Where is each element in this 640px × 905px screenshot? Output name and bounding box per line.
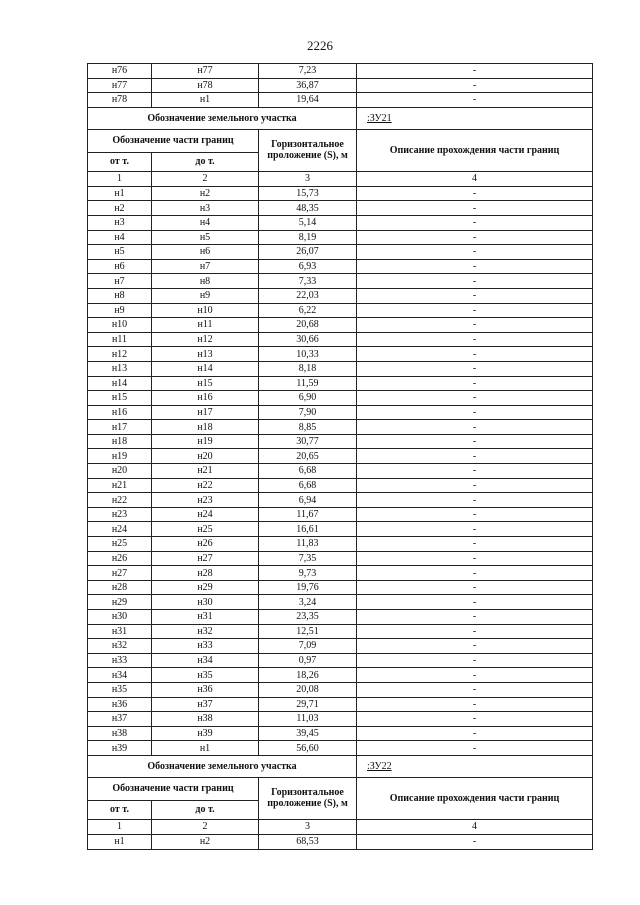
description-cell: - xyxy=(357,405,593,420)
distance-cell: 6,22 xyxy=(259,303,357,318)
from-point-cell: н28 xyxy=(88,580,152,595)
from-point-cell: н25 xyxy=(88,537,152,552)
to-point-cell: н21 xyxy=(152,464,259,479)
to-point-cell: н3 xyxy=(152,201,259,216)
table-row xyxy=(88,551,593,566)
from-point-cell: н4 xyxy=(88,230,152,245)
distance-cell: 12,51 xyxy=(259,624,357,639)
from-point-cell: н30 xyxy=(88,610,152,625)
distance-cell: 10,33 xyxy=(259,347,357,362)
description-cell: - xyxy=(357,274,593,289)
from-point-cell: н1 xyxy=(88,186,152,201)
distance-cell: 11,67 xyxy=(259,507,357,522)
table-row xyxy=(88,449,593,464)
from-point-cell: н32 xyxy=(88,639,152,654)
to-point-cell: н28 xyxy=(152,566,259,581)
description-header: Описание прохождения части границ xyxy=(357,777,593,819)
to-point-cell: н17 xyxy=(152,405,259,420)
table-row xyxy=(88,245,593,260)
to-point-cell: н32 xyxy=(152,624,259,639)
table-row xyxy=(88,537,593,552)
description-cell: - xyxy=(357,303,593,318)
table-row xyxy=(88,434,593,449)
distance-cell: 56,60 xyxy=(259,741,357,756)
distance-cell: 6,68 xyxy=(259,464,357,479)
column-header-row xyxy=(88,777,593,800)
page-number: 2226 xyxy=(307,38,333,53)
distance-cell: 0,97 xyxy=(259,653,357,668)
from-point-cell: н37 xyxy=(88,712,152,727)
from-point-cell: н76 xyxy=(88,64,152,79)
description-cell: - xyxy=(357,580,593,595)
distance-cell: 11,83 xyxy=(259,537,357,552)
from-point-cell: н34 xyxy=(88,668,152,683)
description-cell: - xyxy=(357,361,593,376)
description-cell: - xyxy=(357,697,593,712)
table-row xyxy=(88,318,593,333)
distance-cell: 9,73 xyxy=(259,566,357,581)
table-row xyxy=(88,726,593,741)
description-cell: - xyxy=(357,391,593,406)
from-point-cell: н13 xyxy=(88,361,152,376)
from-point-cell: н29 xyxy=(88,595,152,610)
to-point-cell: н7 xyxy=(152,259,259,274)
from-point-cell: н31 xyxy=(88,624,152,639)
distance-cell: 7,33 xyxy=(259,274,357,289)
description-cell: - xyxy=(357,318,593,333)
from-point-cell: н38 xyxy=(88,726,152,741)
distance-cell: 16,61 xyxy=(259,522,357,537)
from-point-cell: н5 xyxy=(88,245,152,260)
table-row xyxy=(88,478,593,493)
to-point-cell: н6 xyxy=(152,245,259,260)
table-row xyxy=(88,361,593,376)
description-cell: - xyxy=(357,537,593,552)
from-point-cell: н36 xyxy=(88,697,152,712)
distance-cell: 7,23 xyxy=(259,64,357,79)
description-cell: - xyxy=(357,682,593,697)
description-cell: - xyxy=(357,566,593,581)
table-row xyxy=(88,493,593,508)
to-point-cell: н31 xyxy=(152,610,259,625)
distance-cell: 18,26 xyxy=(259,668,357,683)
description-cell: - xyxy=(357,653,593,668)
distance-cell: 8,19 xyxy=(259,230,357,245)
table-row xyxy=(88,215,593,230)
distance-cell: 39,45 xyxy=(259,726,357,741)
table-row xyxy=(88,420,593,435)
horizontal-line-header: Горизонтальное проложение (S), м xyxy=(259,777,357,819)
from-point-cell: н78 xyxy=(88,93,152,108)
description-cell: - xyxy=(357,449,593,464)
description-cell: - xyxy=(357,639,593,654)
land-plot-label: Обозначение земельного участка xyxy=(88,107,357,129)
table-row xyxy=(88,639,593,654)
horizontal-line-header: Горизонтальное проложение (S), м xyxy=(259,129,357,171)
distance-cell: 20,65 xyxy=(259,449,357,464)
from-point-cell: н2 xyxy=(88,201,152,216)
distance-cell: 29,71 xyxy=(259,697,357,712)
table-row xyxy=(88,201,593,216)
to-point-cell: н1 xyxy=(152,93,259,108)
distance-cell: 19,64 xyxy=(259,93,357,108)
distance-cell: 11,03 xyxy=(259,712,357,727)
to-point-cell: н15 xyxy=(152,376,259,391)
column-number: 4 xyxy=(357,171,593,186)
description-cell: - xyxy=(357,595,593,610)
distance-cell: 48,35 xyxy=(259,201,357,216)
description-cell: - xyxy=(357,259,593,274)
table-row xyxy=(88,303,593,318)
table-row xyxy=(88,347,593,362)
description-cell: - xyxy=(357,522,593,537)
description-cell: - xyxy=(357,741,593,756)
description-cell: - xyxy=(357,624,593,639)
table-row xyxy=(88,653,593,668)
column-number-row xyxy=(88,819,593,834)
land-plot-label: Обозначение земельного участка xyxy=(88,755,357,777)
from-point-cell: н17 xyxy=(88,420,152,435)
to-point-cell: н11 xyxy=(152,318,259,333)
table-row xyxy=(88,595,593,610)
distance-cell: 6,94 xyxy=(259,493,357,508)
from-point-cell: н18 xyxy=(88,434,152,449)
boundary-table-body xyxy=(88,64,593,850)
distance-cell: 30,77 xyxy=(259,434,357,449)
land-plot-header-row xyxy=(88,755,593,777)
distance-cell: 26,07 xyxy=(259,245,357,260)
from-point-cell: н24 xyxy=(88,522,152,537)
distance-cell: 68,53 xyxy=(259,834,357,849)
table-row xyxy=(88,259,593,274)
table-row xyxy=(88,610,593,625)
distance-cell: 23,35 xyxy=(259,610,357,625)
to-point-cell: н34 xyxy=(152,653,259,668)
description-cell: - xyxy=(357,347,593,362)
to-point-cell: н27 xyxy=(152,551,259,566)
table-row xyxy=(88,697,593,712)
table-row xyxy=(88,230,593,245)
description-cell: - xyxy=(357,93,593,108)
to-point-cell: н24 xyxy=(152,507,259,522)
column-number: 2 xyxy=(152,819,259,834)
from-point-cell: н12 xyxy=(88,347,152,362)
table-row xyxy=(88,274,593,289)
distance-cell: 11,59 xyxy=(259,376,357,391)
description-cell: - xyxy=(357,230,593,245)
distance-cell: 6,68 xyxy=(259,478,357,493)
table-row xyxy=(88,93,593,108)
description-cell: - xyxy=(357,478,593,493)
distance-cell: 22,03 xyxy=(259,288,357,303)
description-cell: - xyxy=(357,245,593,260)
distance-cell: 7,90 xyxy=(259,405,357,420)
from-point-cell: н1 xyxy=(88,834,152,849)
description-cell: - xyxy=(357,376,593,391)
to-point-cell: н36 xyxy=(152,682,259,697)
distance-cell: 19,76 xyxy=(259,580,357,595)
distance-cell: 15,73 xyxy=(259,186,357,201)
table-row xyxy=(88,376,593,391)
to-point-header: до т. xyxy=(152,152,259,171)
to-point-cell: н77 xyxy=(152,64,259,79)
from-point-cell: н7 xyxy=(88,274,152,289)
to-point-cell: н2 xyxy=(152,834,259,849)
description-cell: - xyxy=(357,186,593,201)
distance-cell: 6,90 xyxy=(259,391,357,406)
distance-cell: 7,09 xyxy=(259,639,357,654)
from-point-cell: н6 xyxy=(88,259,152,274)
table-row xyxy=(88,580,593,595)
to-point-cell: н38 xyxy=(152,712,259,727)
column-number-row xyxy=(88,171,593,186)
table-row xyxy=(88,64,593,79)
table-row xyxy=(88,624,593,639)
to-point-cell: н35 xyxy=(152,668,259,683)
table-row xyxy=(88,78,593,93)
to-point-cell: н20 xyxy=(152,449,259,464)
from-point-cell: н23 xyxy=(88,507,152,522)
table-row xyxy=(88,186,593,201)
description-cell: - xyxy=(357,610,593,625)
table-row xyxy=(88,566,593,581)
boundary-table xyxy=(87,63,593,850)
from-point-cell: н15 xyxy=(88,391,152,406)
to-point-cell: н9 xyxy=(152,288,259,303)
from-point-cell: н9 xyxy=(88,303,152,318)
distance-cell: 30,66 xyxy=(259,332,357,347)
from-point-cell: н26 xyxy=(88,551,152,566)
table-row xyxy=(88,834,593,849)
from-point-cell: н3 xyxy=(88,215,152,230)
distance-cell: 6,93 xyxy=(259,259,357,274)
to-point-cell: н2 xyxy=(152,186,259,201)
from-point-cell: н10 xyxy=(88,318,152,333)
table-row xyxy=(88,332,593,347)
from-point-cell: н22 xyxy=(88,493,152,508)
from-point-cell: н35 xyxy=(88,682,152,697)
to-point-cell: н23 xyxy=(152,493,259,508)
description-cell: - xyxy=(357,464,593,479)
description-cell: - xyxy=(357,834,593,849)
from-point-cell: н11 xyxy=(88,332,152,347)
description-header: Описание прохождения части границ xyxy=(357,129,593,171)
table-row xyxy=(88,391,593,406)
column-header-row xyxy=(88,129,593,152)
distance-cell: 7,35 xyxy=(259,551,357,566)
from-point-cell: н14 xyxy=(88,376,152,391)
from-point-cell: н27 xyxy=(88,566,152,581)
boundary-part-header: Обозначение части границ xyxy=(88,777,259,800)
to-point-cell: н29 xyxy=(152,580,259,595)
column-number: 3 xyxy=(259,819,357,834)
to-point-cell: н4 xyxy=(152,215,259,230)
to-point-cell: н26 xyxy=(152,537,259,552)
to-point-cell: н18 xyxy=(152,420,259,435)
to-point-cell: н1 xyxy=(152,741,259,756)
description-cell: - xyxy=(357,551,593,566)
to-point-cell: н30 xyxy=(152,595,259,610)
to-point-cell: н22 xyxy=(152,478,259,493)
table-row xyxy=(88,405,593,420)
description-cell: - xyxy=(357,712,593,727)
to-point-cell: н39 xyxy=(152,726,259,741)
land-plot-code: :ЗУ21 xyxy=(357,107,593,129)
to-point-cell: н78 xyxy=(152,78,259,93)
boundary-part-header: Обозначение части границ xyxy=(88,129,259,152)
from-point-cell: н19 xyxy=(88,449,152,464)
table-row xyxy=(88,668,593,683)
description-cell: - xyxy=(357,507,593,522)
from-point-cell: н20 xyxy=(88,464,152,479)
from-point-cell: н21 xyxy=(88,478,152,493)
distance-cell: 8,18 xyxy=(259,361,357,376)
land-plot-header-row xyxy=(88,107,593,129)
table-row xyxy=(88,288,593,303)
description-cell: - xyxy=(357,215,593,230)
to-point-cell: н8 xyxy=(152,274,259,289)
description-cell: - xyxy=(357,332,593,347)
to-point-cell: н16 xyxy=(152,391,259,406)
table-row xyxy=(88,522,593,537)
description-cell: - xyxy=(357,726,593,741)
to-point-cell: н12 xyxy=(152,332,259,347)
description-cell: - xyxy=(357,201,593,216)
column-number: 4 xyxy=(357,819,593,834)
column-number: 1 xyxy=(88,819,152,834)
description-cell: - xyxy=(357,668,593,683)
from-point-cell: н77 xyxy=(88,78,152,93)
to-point-cell: н13 xyxy=(152,347,259,362)
from-point-cell: н33 xyxy=(88,653,152,668)
distance-cell: 5,14 xyxy=(259,215,357,230)
from-point-header: от т. xyxy=(88,152,152,171)
to-point-cell: н10 xyxy=(152,303,259,318)
column-number: 3 xyxy=(259,171,357,186)
from-point-cell: н8 xyxy=(88,288,152,303)
table-row xyxy=(88,507,593,522)
to-point-cell: н33 xyxy=(152,639,259,654)
to-point-cell: н19 xyxy=(152,434,259,449)
description-cell: - xyxy=(357,288,593,303)
description-cell: - xyxy=(357,420,593,435)
description-cell: - xyxy=(357,434,593,449)
table-row xyxy=(88,712,593,727)
description-cell: - xyxy=(357,78,593,93)
table-row xyxy=(88,741,593,756)
from-point-header: от т. xyxy=(88,800,152,819)
to-point-cell: н14 xyxy=(152,361,259,376)
to-point-cell: н5 xyxy=(152,230,259,245)
column-number: 1 xyxy=(88,171,152,186)
description-cell: - xyxy=(357,493,593,508)
distance-cell: 20,68 xyxy=(259,318,357,333)
table-row xyxy=(88,464,593,479)
table-row xyxy=(88,682,593,697)
distance-cell: 3,24 xyxy=(259,595,357,610)
to-point-cell: н25 xyxy=(152,522,259,537)
distance-cell: 20,08 xyxy=(259,682,357,697)
to-point-cell: н37 xyxy=(152,697,259,712)
from-point-cell: н39 xyxy=(88,741,152,756)
from-point-cell: н16 xyxy=(88,405,152,420)
distance-cell: 36,87 xyxy=(259,78,357,93)
description-cell: - xyxy=(357,64,593,79)
land-plot-code: :ЗУ22 xyxy=(357,755,593,777)
distance-cell: 8,85 xyxy=(259,420,357,435)
to-point-header: до т. xyxy=(152,800,259,819)
column-number: 2 xyxy=(152,171,259,186)
